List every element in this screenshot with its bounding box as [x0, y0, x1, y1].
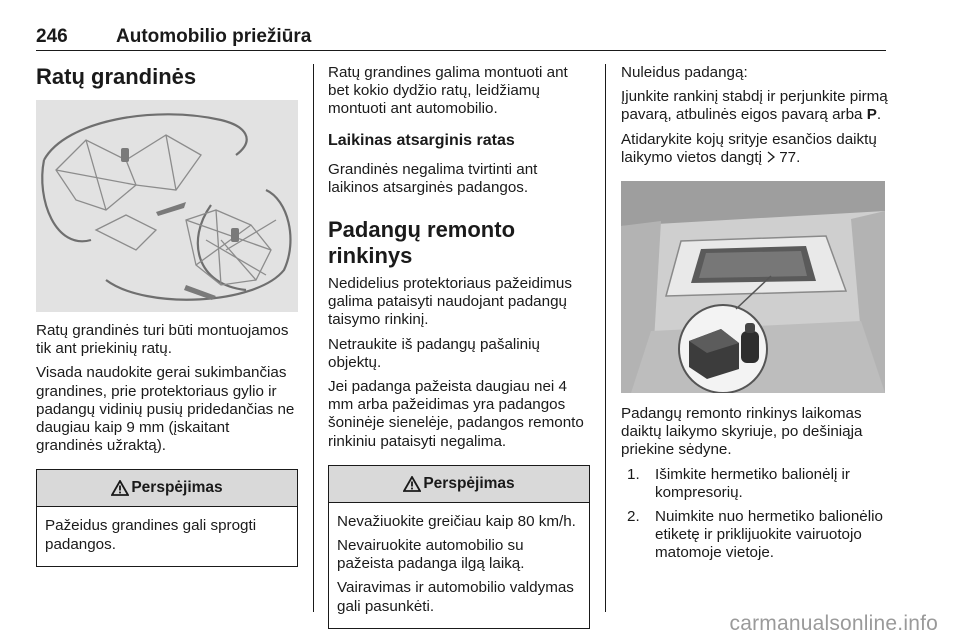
paragraph: Padangų remonto rinkinys laikomas daiktų laikymo skyriuje, po dešiniąja priekine sėdyne. [621, 405, 863, 459]
column-divider [313, 64, 314, 612]
page-number: 246 [36, 26, 68, 47]
column-3 [621, 64, 889, 569]
warning-header [37, 470, 297, 507]
paragraph: Ratų grandinės turi būti montuojamos tik ant priekinių ratų. [36, 322, 289, 358]
warning-body [329, 503, 589, 628]
section-title: Ratų grandinės [36, 64, 197, 89]
warning-text: Nevažiuokite greičiau kaip 80 km/h. [337, 512, 576, 530]
warning-triangle-icon [111, 480, 129, 496]
paragraph: Grandinės negalima tvirtinti ant laikinos atsarginės padangos. [328, 160, 538, 196]
paragraph: Ratų grandines galima montuoti ant bet kokio dydžio ratų, leidžiamų montuoti ant automobilio. [328, 64, 568, 118]
column-1 [36, 64, 298, 567]
column-2 [328, 64, 590, 629]
page-header [36, 24, 886, 51]
watermark: carmanualsonline.info [729, 612, 938, 635]
warning-body [37, 507, 297, 565]
list-item: 2. Nuimkite nuo hermetiko balionėlio etiketę ir priklijuokite vairuotojo matomoje vietoje. [627, 508, 883, 562]
paragraph: Įjunkite rankinį stabdį ir perjunkite pirmą pavarą, atbulinės eigos pavarą arba P. [621, 88, 888, 124]
warning-text: Pažeidus grandines gali sprogti padangos. [45, 517, 257, 553]
warning-title: Perspėjimas [131, 479, 223, 497]
list-item: 1. Išimkite hermetiko balionėlį ir kompresorių. [627, 465, 850, 501]
section-title: Padangų remonto rinkinys [328, 217, 516, 269]
warning-header [329, 466, 589, 503]
paragraph: Nedidelius protektoriaus pažeidimus galima pataisyti naudojant padangų taisymo rinkinį. [328, 275, 572, 329]
warning-box [36, 469, 298, 566]
column-divider [605, 64, 606, 612]
warning-text: Nevairuokite automobilio su pažeista padanga ilgą laiką. [337, 537, 525, 573]
page-reference-link[interactable]: 77. [779, 148, 801, 166]
tire-repair-kit-location-photo [621, 181, 885, 393]
steps-list [621, 466, 889, 563]
subsection-title: Laikinas atsarginis ratas [328, 131, 515, 149]
paragraph: Nuleidus padangą: [621, 64, 748, 81]
paragraph: Netraukite iš padangų pašalinių objektų. [328, 335, 540, 371]
page-ref-arrow-icon [766, 151, 776, 163]
paragraph: Atidarykite kojų srityje esančios daiktų laikymo vietos dangtį 77. [621, 130, 877, 166]
chapter-title: Automobilio priežiūra [116, 26, 312, 47]
warning-box [328, 465, 590, 629]
warning-text: Vairavimas ir automobilio valdymas gali pasunkėti. [337, 579, 574, 615]
warning-title: Perspėjimas [423, 474, 515, 492]
snow-chains-illustration [36, 100, 298, 312]
paragraph: Visada naudokite gerai sukimbančias grandines, prie protektoriaus gylio ir padangų vidinių pusių pridedančias ne daugiau kaip 9 mm (įskaitant grandinės užraktą). [36, 364, 295, 455]
paragraph: Jei padanga pažeista daugiau nei 4 mm arba pažeidimas yra padangos šoninėje sienelėje, padangos remonto rinkiniu pataisyti negalima. [328, 378, 584, 450]
warning-triangle-icon [403, 476, 421, 492]
